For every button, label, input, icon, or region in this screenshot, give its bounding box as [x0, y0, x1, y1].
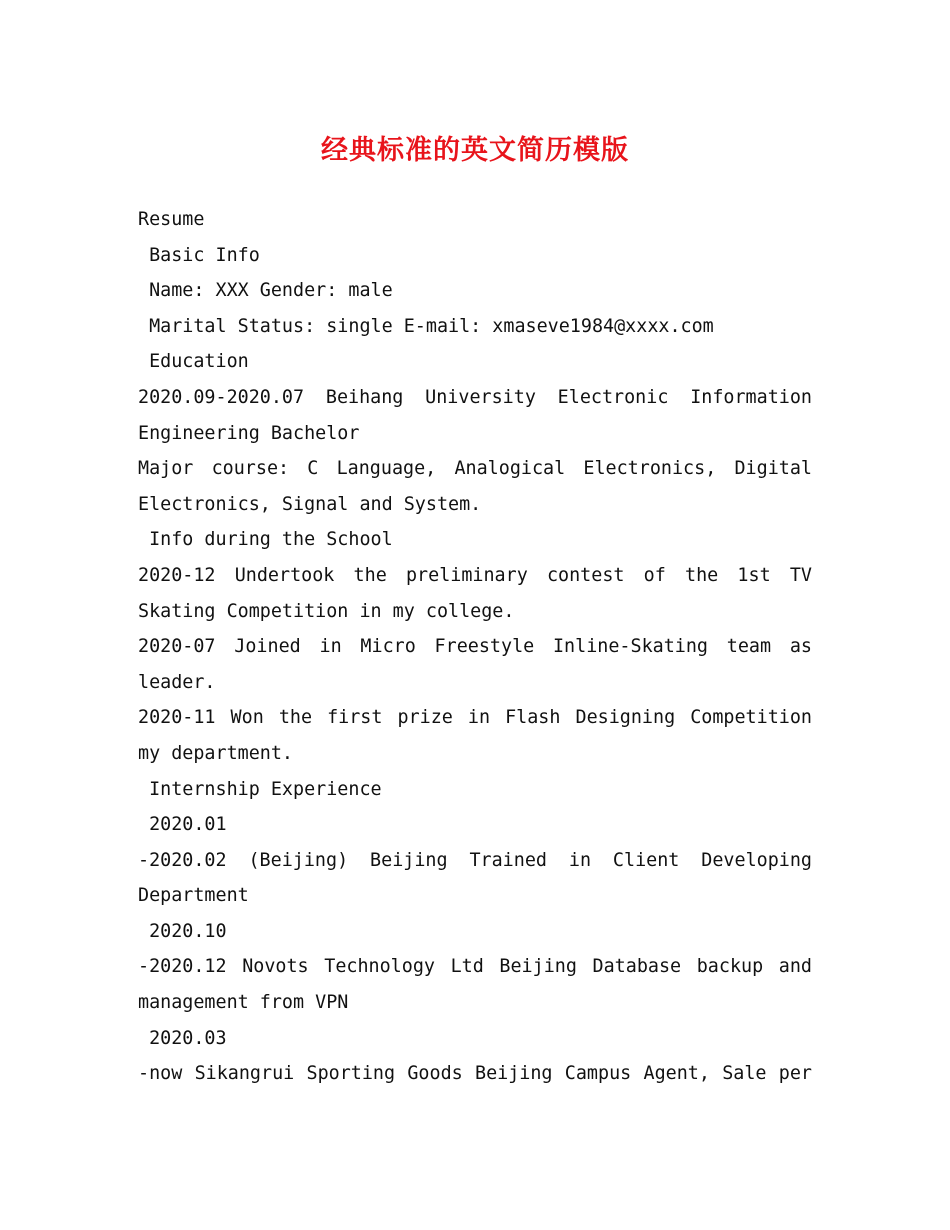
text-line: Basic Info [138, 244, 260, 266]
text-line: 2020-11 Won the first prize in Flash Designing Competition [138, 707, 812, 729]
text-line: Internship Experience [138, 778, 382, 800]
text-line: 2020-07 Joined in Micro Freestyle Inline-Skating team as [138, 636, 812, 658]
text-line: -2020.02 (Beijing) Beijing Trained in Client Developing [138, 849, 812, 871]
text-line: Info during the School [138, 529, 393, 551]
text-line: 2020.10 [138, 920, 227, 942]
text-line: 2020-12 Undertook the preliminary contest of the 1st TV [138, 564, 812, 586]
text-line: Department [138, 885, 249, 907]
text-line: Marital Status: single E-mail: xmaseve1984@xxxx.com [138, 315, 714, 337]
document-title: 经典标准的英文简历模版 [321, 135, 629, 166]
text-line: Resume [138, 209, 205, 230]
text-line: Major course: C Language, Analogical Electronics, Digital [138, 458, 812, 480]
text-line: Electronics, Signal and System. [138, 493, 482, 515]
resume-body [138, 202, 812, 1092]
text-line: -now Sikangrui Sporting Goods Beijing Campus Agent, Sale per [138, 1063, 812, 1085]
text-line: 2020.01 [138, 814, 227, 836]
text-line: Name: XXX Gender: male [138, 280, 393, 302]
text-line: Education [138, 351, 249, 373]
text-line: management from VPN [138, 992, 349, 1014]
text-line: my department. [138, 742, 294, 764]
text-line: Engineering Bachelor [138, 422, 360, 444]
text-line: leader. [138, 671, 216, 693]
text-line: 2020.03 [138, 1027, 227, 1049]
text-line: Skating Competition in my college. [138, 600, 515, 622]
text-line: 2020.09-2020.07 Beihang University Electronic Information [138, 386, 812, 408]
text-line: -2020.12 Novots Technology Ltd Beijing Database backup and [138, 956, 812, 978]
